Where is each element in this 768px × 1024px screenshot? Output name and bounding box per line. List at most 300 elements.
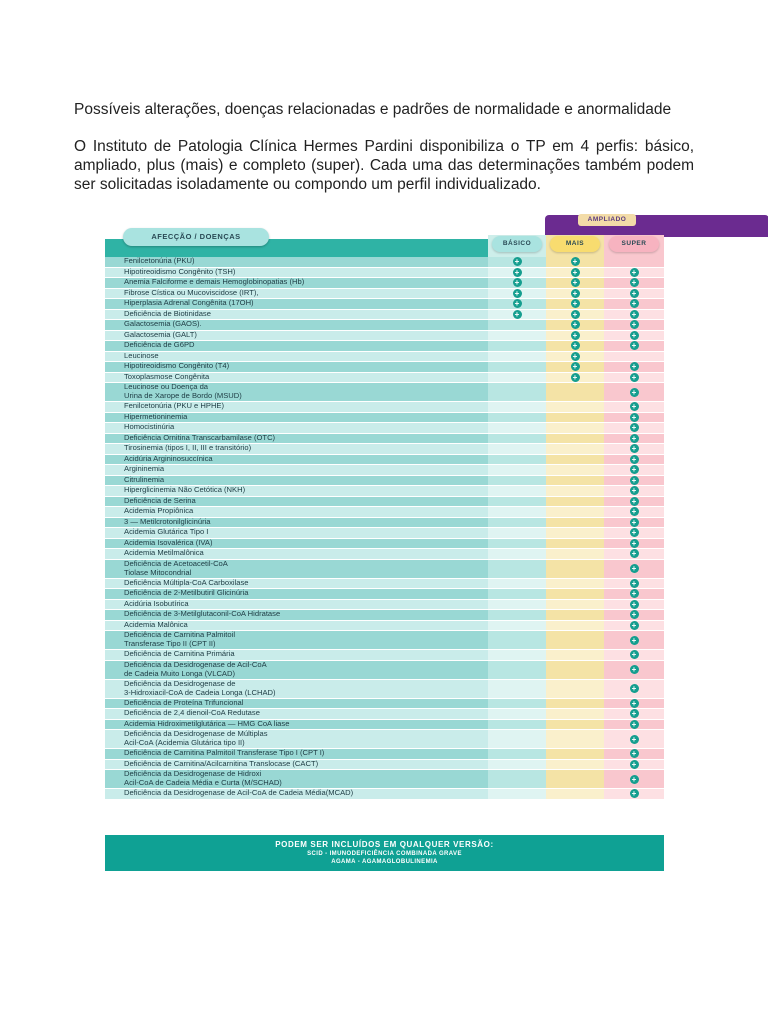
plus-circle-icon: +: [571, 289, 580, 298]
cell-super: [604, 549, 664, 560]
table-row: [105, 680, 664, 699]
table-row: [105, 289, 664, 300]
cell-mais: [546, 650, 604, 661]
cell-mais: [546, 373, 604, 384]
cell-super: [604, 497, 664, 508]
table-row: [105, 423, 664, 434]
cell-super: [604, 589, 664, 600]
cell-mais: [546, 518, 604, 529]
cell-basico: [488, 465, 546, 476]
cell-basico: [488, 680, 546, 699]
cell-super: [604, 289, 664, 300]
cell-mais: [546, 257, 604, 268]
footer-line-agama: AGAMA - AGAMAGLOBULINEMIA: [331, 859, 438, 865]
plus-circle-icon: +: [630, 636, 639, 645]
row-label: Homocistinúria: [105, 423, 488, 434]
cell-basico: [488, 257, 546, 268]
cell-mais: [546, 560, 604, 579]
row-label: Acidúria Argininosuccínica: [105, 455, 488, 466]
row-label: Acidemia Hidroximetilglutárica — HMG CoA liase: [105, 720, 488, 731]
cell-basico: [488, 310, 546, 321]
cell-basico: [488, 507, 546, 518]
footer-title: PODEM SER INCLUÍDOS EM QUALQUER VERSÃO:: [275, 840, 494, 849]
table-row: [105, 549, 664, 560]
cell-super: [604, 362, 664, 373]
cell-basico: [488, 631, 546, 650]
cell-basico: [488, 362, 546, 373]
table-row: [105, 402, 664, 413]
plus-circle-icon: +: [571, 373, 580, 382]
plus-circle-icon: +: [630, 299, 639, 308]
cell-mais: [546, 352, 604, 363]
table-row: [105, 257, 664, 268]
row-label: Deficiência de Carnitina Palmitoil Transferase Tipo II (CPT II): [105, 631, 488, 650]
column-header-mais: MAIS: [550, 236, 600, 252]
footer-line-scid: SCID - IMUNODEFICIÊNCIA COMBINADA GRAVE: [307, 851, 462, 857]
plus-circle-icon: +: [513, 289, 522, 298]
cell-basico: [488, 770, 546, 789]
plus-circle-icon: +: [513, 268, 522, 277]
table-row: [105, 455, 664, 466]
plus-circle-icon: +: [630, 760, 639, 769]
plus-circle-icon: +: [630, 621, 639, 630]
cell-basico: [488, 579, 546, 590]
plus-circle-icon: +: [630, 341, 639, 350]
cell-basico: [488, 497, 546, 508]
cell-super: [604, 486, 664, 497]
cell-mais: [546, 749, 604, 760]
plus-circle-icon: +: [513, 257, 522, 266]
cell-super: [604, 373, 664, 384]
table-row: [105, 579, 664, 590]
table-row: [105, 789, 664, 800]
cell-mais: [546, 497, 604, 508]
cell-super: [604, 383, 664, 402]
row-label: Hipotireoidismo Congênito (TSH): [105, 268, 488, 279]
plus-circle-icon: +: [630, 413, 639, 422]
plus-circle-icon: +: [630, 720, 639, 729]
row-label: Deficiência de 3-Metilglutaconil-CoA Hidratase: [105, 610, 488, 621]
cell-super: [604, 789, 664, 800]
row-label: 3 — Metilcrotonilglicinúria: [105, 518, 488, 529]
table-row: [105, 661, 664, 680]
plus-circle-icon: +: [630, 465, 639, 474]
table-row: [105, 476, 664, 487]
table-row: [105, 709, 664, 720]
row-label: Galactosemia (GAOS).: [105, 320, 488, 331]
plus-circle-icon: +: [630, 476, 639, 485]
table-row: [105, 299, 664, 310]
plus-circle-icon: +: [630, 362, 639, 371]
cell-super: [604, 600, 664, 611]
cell-super: [604, 320, 664, 331]
cell-mais: [546, 600, 604, 611]
table-row: [105, 341, 664, 352]
column-header-afeccao: AFECÇÃO / DOENÇAS: [123, 228, 269, 246]
cell-super: [604, 650, 664, 661]
row-label: Argininemia: [105, 465, 488, 476]
plus-circle-icon: +: [630, 610, 639, 619]
row-label: Acidemia Metilmalônica: [105, 549, 488, 560]
cell-mais: [546, 299, 604, 310]
row-label: Toxoplasmose Congênita: [105, 373, 488, 384]
plus-circle-icon: +: [630, 589, 639, 598]
profiles-table: [105, 216, 664, 871]
row-label: Deficiência de G6PD: [105, 341, 488, 352]
plus-circle-icon: +: [630, 665, 639, 674]
plus-circle-icon: +: [630, 268, 639, 277]
row-label: Deficiência Múltipla-CoA Carboxilase: [105, 579, 488, 590]
plus-circle-icon: +: [513, 278, 522, 287]
cell-mais: [546, 661, 604, 680]
cell-super: [604, 539, 664, 550]
plus-circle-icon: +: [513, 310, 522, 319]
cell-super: [604, 310, 664, 321]
table-row: [105, 444, 664, 455]
plus-circle-icon: +: [571, 310, 580, 319]
cell-super: [604, 476, 664, 487]
row-label: Deficiência de Proteína Trifuncional: [105, 699, 488, 710]
cell-basico: [488, 413, 546, 424]
row-label: Acidemia Malônica: [105, 621, 488, 632]
table-row: [105, 518, 664, 529]
table-row: [105, 730, 664, 749]
cell-basico: [488, 331, 546, 342]
cell-basico: [488, 299, 546, 310]
table-row: [105, 383, 664, 402]
cell-basico: [488, 268, 546, 279]
plus-circle-icon: +: [513, 299, 522, 308]
table-row: [105, 631, 664, 650]
plus-circle-icon: +: [630, 789, 639, 798]
plus-circle-icon: +: [630, 310, 639, 319]
cell-mais: [546, 730, 604, 749]
plus-circle-icon: +: [630, 373, 639, 382]
cell-basico: [488, 486, 546, 497]
row-label: Deficiência de 2,4 dienoil-CoA Redutase: [105, 709, 488, 720]
cell-basico: [488, 749, 546, 760]
row-label: Hiperglicinemia Não Cetótica (NKH): [105, 486, 488, 497]
row-label: Fenilcetonúria (PKU e HPHE): [105, 402, 488, 413]
plus-circle-icon: +: [571, 299, 580, 308]
cell-super: [604, 455, 664, 466]
cell-basico: [488, 518, 546, 529]
cell-basico: [488, 709, 546, 720]
table-row: [105, 497, 664, 508]
cell-basico: [488, 560, 546, 579]
plus-circle-icon: +: [630, 444, 639, 453]
row-label: Citrulinemia: [105, 476, 488, 487]
table-row: [105, 362, 664, 373]
cell-super: [604, 465, 664, 476]
plus-circle-icon: +: [630, 320, 639, 329]
cell-mais: [546, 434, 604, 445]
plus-circle-icon: +: [630, 735, 639, 744]
plus-circle-icon: +: [630, 507, 639, 516]
cell-mais: [546, 699, 604, 710]
plus-circle-icon: +: [571, 331, 580, 340]
plus-circle-icon: +: [630, 564, 639, 573]
table-row: [105, 352, 664, 363]
table-row: [105, 539, 664, 550]
row-label: Tirosinemia (tipos I, II, III e transitório): [105, 444, 488, 455]
cell-super: [604, 560, 664, 579]
plus-circle-icon: +: [630, 455, 639, 464]
column-header-super: SUPER: [609, 236, 659, 252]
cell-mais: [546, 341, 604, 352]
row-label: Fibrose Cística ou Mucoviscidose (IRT),: [105, 289, 488, 300]
row-label: Deficiência de Serina: [105, 497, 488, 508]
plus-circle-icon: +: [630, 497, 639, 506]
plus-circle-icon: +: [630, 388, 639, 397]
table-footer: [105, 835, 664, 871]
row-label: Deficiência de Carnitina Primária: [105, 650, 488, 661]
plus-circle-icon: +: [571, 278, 580, 287]
table-row: [105, 465, 664, 476]
row-label: Galactosemia (GALT): [105, 331, 488, 342]
row-label: Deficiência da Desidrogenase de Hidroxi Acil-CoA de Cadeia Média e Curta (M/SCHAD): [105, 770, 488, 789]
cell-mais: [546, 610, 604, 621]
cell-super: [604, 299, 664, 310]
plus-circle-icon: +: [630, 699, 639, 708]
row-label: Deficiência de Carnitina Palmitoil Transferase Tipo I (CPT I): [105, 749, 488, 760]
plus-circle-icon: +: [630, 549, 639, 558]
row-label: Deficiência de Carnitina/Acilcarnitina Translocase (CACT): [105, 760, 488, 771]
cell-mais: [546, 709, 604, 720]
cell-super: [604, 507, 664, 518]
table-row: [105, 770, 664, 789]
cell-super: [604, 434, 664, 445]
cell-super: [604, 621, 664, 632]
plus-circle-icon: +: [571, 341, 580, 350]
cell-mais: [546, 423, 604, 434]
cell-super: [604, 423, 664, 434]
row-label: Acidemia Propiônica: [105, 507, 488, 518]
cell-super: [604, 518, 664, 529]
table-row: [105, 278, 664, 289]
intro-paragraph: O Instituto de Patologia Clínica Hermes Pardini disponibiliza o TP em 4 perfis: básico, ampliado, plus (mais) e completo (super). Cada uma das determinações também podem ser solicitadas isoladamente ou compondo um perfil individualizado.: [74, 138, 694, 193]
row-label: Hiperplasia Adrenal Congênita (17OH): [105, 299, 488, 310]
cell-basico: [488, 434, 546, 445]
cell-mais: [546, 476, 604, 487]
table-row: [105, 560, 664, 579]
cell-basico: [488, 373, 546, 384]
cell-mais: [546, 268, 604, 279]
plus-circle-icon: +: [630, 278, 639, 287]
cell-mais: [546, 289, 604, 300]
cell-mais: [546, 362, 604, 373]
cell-super: [604, 268, 664, 279]
cell-super: [604, 528, 664, 539]
row-label: Hipotireoidismo Congênito (T4): [105, 362, 488, 373]
table-row: [105, 650, 664, 661]
cell-basico: [488, 549, 546, 560]
cell-basico: [488, 423, 546, 434]
cell-basico: [488, 539, 546, 550]
plus-circle-icon: +: [630, 579, 639, 588]
cell-mais: [546, 331, 604, 342]
cell-super: [604, 610, 664, 621]
cell-super: [604, 444, 664, 455]
cell-mais: [546, 528, 604, 539]
cell-super: [604, 402, 664, 413]
row-label: Acidemia Isovalérica (IVA): [105, 539, 488, 550]
cell-super: [604, 341, 664, 352]
cell-basico: [488, 730, 546, 749]
table-row: [105, 528, 664, 539]
cell-mais: [546, 549, 604, 560]
cell-mais: [546, 770, 604, 789]
cell-mais: [546, 444, 604, 455]
cell-basico: [488, 528, 546, 539]
plus-circle-icon: +: [571, 352, 580, 361]
cell-mais: [546, 789, 604, 800]
ampliado-label: AMPLIADO: [578, 214, 636, 226]
cell-basico: [488, 600, 546, 611]
cell-super: [604, 699, 664, 710]
row-label: Anemia Falciforme e demais Hemoglobinopatias (Hb): [105, 278, 488, 289]
cell-basico: [488, 352, 546, 363]
plus-circle-icon: +: [571, 320, 580, 329]
cell-mais: [546, 631, 604, 650]
cell-basico: [488, 289, 546, 300]
cell-basico: [488, 444, 546, 455]
cell-super: [604, 631, 664, 650]
table-row: [105, 434, 664, 445]
cell-super: [604, 770, 664, 789]
cell-mais: [546, 680, 604, 699]
row-label: Acidúria Isobutírica: [105, 600, 488, 611]
cell-super: [604, 413, 664, 424]
table-row: [105, 413, 664, 424]
row-label: Acidemia Glutárica Tipo I: [105, 528, 488, 539]
cell-mais: [546, 760, 604, 771]
row-label: Deficiência de Acetoacetil-CoA Tiolase Mitocondrial: [105, 560, 488, 579]
table-row: [105, 268, 664, 279]
row-label: Hipermetioninemia: [105, 413, 488, 424]
table-row: [105, 600, 664, 611]
row-label: Deficiência Ornitina Transcarbamilase (OTC): [105, 434, 488, 445]
plus-circle-icon: +: [630, 600, 639, 609]
cell-mais: [546, 310, 604, 321]
column-header-basico: BÁSICO: [492, 236, 542, 252]
plus-circle-icon: +: [571, 362, 580, 371]
cell-basico: [488, 278, 546, 289]
table-row: [105, 320, 664, 331]
row-label: Leucinose ou Doença da Urina de Xarope de Bordo (MSUD): [105, 383, 488, 402]
cell-super: [604, 257, 664, 268]
cell-basico: [488, 589, 546, 600]
cell-mais: [546, 539, 604, 550]
table-row: [105, 310, 664, 321]
plus-circle-icon: +: [630, 486, 639, 495]
cell-basico: [488, 760, 546, 771]
cell-basico: [488, 661, 546, 680]
row-label: Deficiência da Desidrogenase de 3-Hidroxiacil-CoA de Cadeia Longa (LCHAD): [105, 680, 488, 699]
table-row: [105, 486, 664, 497]
table-row: [105, 331, 664, 342]
table-row: [105, 507, 664, 518]
cell-mais: [546, 486, 604, 497]
cell-mais: [546, 465, 604, 476]
cell-basico: [488, 720, 546, 731]
cell-mais: [546, 579, 604, 590]
cell-super: [604, 680, 664, 699]
cell-super: [604, 278, 664, 289]
cell-super: [604, 352, 664, 363]
table-row: [105, 749, 664, 760]
cell-mais: [546, 278, 604, 289]
cell-super: [604, 720, 664, 731]
cell-super: [604, 709, 664, 720]
cell-mais: [546, 455, 604, 466]
plus-circle-icon: +: [630, 775, 639, 784]
plus-circle-icon: +: [630, 423, 639, 432]
cell-basico: [488, 320, 546, 331]
plus-circle-icon: +: [630, 518, 639, 527]
cell-super: [604, 749, 664, 760]
cell-basico: [488, 341, 546, 352]
cell-basico: [488, 610, 546, 621]
heading: Possíveis alterações, doenças relacionadas e padrões de normalidade e anormalidade: [74, 101, 672, 118]
cell-super: [604, 331, 664, 342]
cell-mais: [546, 589, 604, 600]
cell-super: [604, 661, 664, 680]
plus-circle-icon: +: [630, 539, 639, 548]
plus-circle-icon: +: [571, 268, 580, 277]
row-label: Deficiência da Desidrogenase de Acil-CoA de Cadeia Média(MCAD): [105, 789, 488, 800]
table-row: [105, 589, 664, 600]
cell-basico: [488, 402, 546, 413]
plus-circle-icon: +: [630, 709, 639, 718]
cell-basico: [488, 455, 546, 466]
cell-basico: [488, 699, 546, 710]
plus-circle-icon: +: [630, 650, 639, 659]
cell-basico: [488, 789, 546, 800]
cell-mais: [546, 402, 604, 413]
plus-circle-icon: +: [630, 749, 639, 758]
cell-mais: [546, 413, 604, 424]
cell-mais: [546, 507, 604, 518]
cell-basico: [488, 383, 546, 402]
plus-circle-icon: +: [630, 528, 639, 537]
plus-circle-icon: +: [630, 684, 639, 693]
row-label: Leucinose: [105, 352, 488, 363]
row-label: Deficiência da Desidrogenase de Acil-CoA de Cadeia Muito Longa (VLCAD): [105, 661, 488, 680]
plus-circle-icon: +: [630, 434, 639, 443]
cell-mais: [546, 383, 604, 402]
row-label: Deficiência de 2-Metilbutiril Glicinúria: [105, 589, 488, 600]
cell-basico: [488, 476, 546, 487]
cell-basico: [488, 621, 546, 632]
row-label: Deficiência da Desidrogenase de Múltiplas Acil-CoA (Acidemia Glutárica tipo II): [105, 730, 488, 749]
cell-basico: [488, 650, 546, 661]
table-row: [105, 699, 664, 710]
cell-mais: [546, 320, 604, 331]
row-label: Deficiência de Biotinidase: [105, 310, 488, 321]
cell-mais: [546, 621, 604, 632]
table-row: [105, 610, 664, 621]
cell-super: [604, 730, 664, 749]
cell-super: [604, 579, 664, 590]
cell-mais: [546, 720, 604, 731]
cell-super: [604, 760, 664, 771]
plus-circle-icon: +: [630, 289, 639, 298]
plus-circle-icon: +: [630, 402, 639, 411]
table-body: [105, 257, 664, 800]
plus-circle-icon: +: [630, 331, 639, 340]
row-label: Fenilcetonúria (PKU): [105, 257, 488, 268]
